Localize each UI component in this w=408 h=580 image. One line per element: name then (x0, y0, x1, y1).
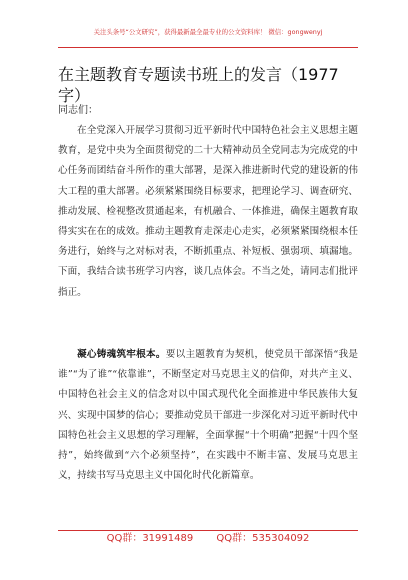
footer (58, 532, 358, 546)
paragraph-section-1 (58, 345, 358, 486)
header-banner: 关注头条号“公文研究”，获得最新最全最专业的公文资料库！ 微信：gongwenyj (93, 28, 323, 36)
header-divider (58, 47, 358, 48)
section-heading: 凝心铸魂筑牢根本。 (77, 349, 166, 360)
document-title: 在主题教育专题读书班上的发言（1977字） (58, 65, 339, 105)
footer-qq-group-2: QQ群：535304092 (216, 533, 310, 544)
footer-qq-group-1: QQ群：31991489 (106, 533, 194, 544)
salutation: 同志们： (58, 105, 98, 116)
paragraph-intro: 在全党深入开展学习贯彻习近平新时代中国特色社会主义思想主题教育，是党中央为全面贯彻党的二十大精神动员全党同志为完成党的中心任务而团结奋斗所作的重大部署，是深入推进新时代党的建设新的伟大工程的重大部署。必须紧紧围绕目标要求，把理论学习、调查研究、推动发展、检视整改贯通起来，有机融合、一体推进，确保主题教育取得实实在在的成效。推动主题教育走深走心走实，必须紧紧围绕根本任务进行，始终与之对标对表，不断抓重点、补短板、强弱项、填漏地。下面，我结合读书班学习内容，谈几点体会。不当之处，请同志们批评指正。 (58, 125, 358, 298)
section-body: 要以主题教育为契机，使党员干部深悟“我是谁”“为了谁”“依靠谁”，不断坚定对马克思主义的信仰，对共产主义、中国特色社会主义的信念对以中国式现代化全面推进中华民族伟大复兴、实现中国梦的信心；要推动党员干部进一步深化对习近平新时代中国特色社会主义思想的学习理解，全面掌握“十个明确”把握“十四个坚持”，始终做到“六个必须坚持”，在实践中不断丰富、发展马克思主义，持续书写马克思主义中国化时代化新篇章。 (58, 349, 359, 482)
footer-divider (58, 530, 358, 531)
